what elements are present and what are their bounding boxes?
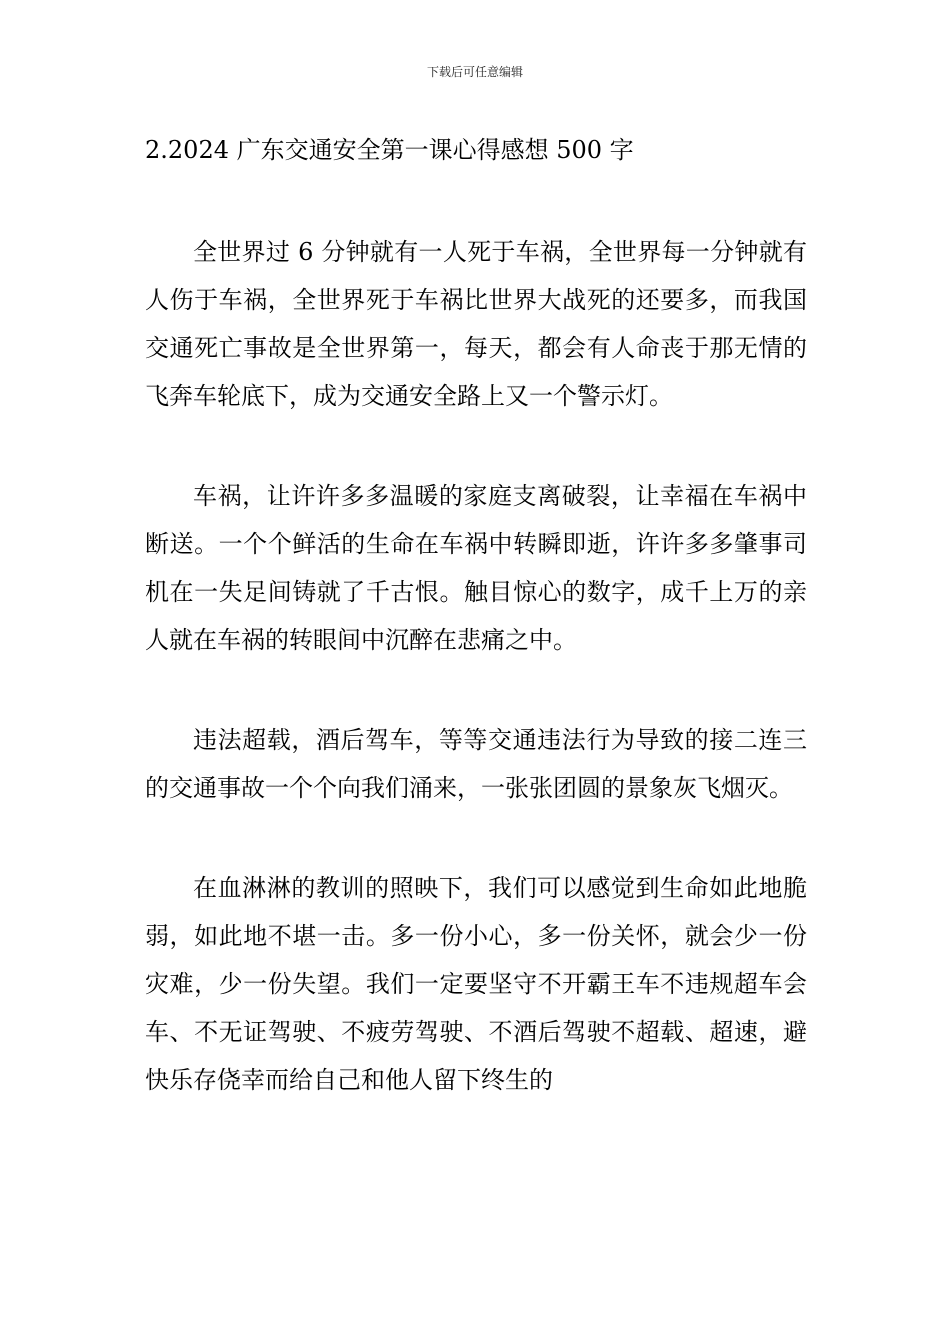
paragraph-3: 违法超载，酒后驾车，等等交通违法行为导致的接二连三的交通事故一个个向我们涌来，一张张团圆的景象灰飞烟灭。	[145, 726, 807, 802]
header-note: 下载后可任意编辑	[426, 65, 523, 79]
paragraph-4: 在血淋淋的教训的照映下，我们可以感觉到生命如此地脆弱，如此地不堪一击。多一份小心，多一份关怀，就会少一份灾难，少一份失望。我们一定要坚守不开霸王车不违规超车会车、不无证驾驶、不疲劳驾驶、不酒后驾驶不超载、超速，避快乐存侥幸而给自己和他人留下终生的	[145, 874, 807, 1094]
document-title: 2.2024 广东交通安全第一课心得感想 500 字	[145, 136, 634, 164]
paragraph-1: 全世界过 6 分钟就有一人死于车祸，全世界每一分钟就有人伤于车祸，全世界死于车祸比世界大战死的还要多，而我国交通死亡事故是全世界第一，每天，都会有人命丧于那无情的飞奔车轮底下，成为交通安全路上又一个警示灯。	[145, 238, 807, 410]
document-body	[145, 228, 807, 1156]
paragraph-2: 车祸，让许许多多温暖的家庭支离破裂，让幸福在车祸中断送。一个个鲜活的生命在车祸中转瞬即逝，许许多多肇事司机在一失足间铸就了千古恨。触目惊心的数字，成千上万的亲人就在车祸的转眼间中沉醉在悲痛之中。	[145, 482, 807, 654]
